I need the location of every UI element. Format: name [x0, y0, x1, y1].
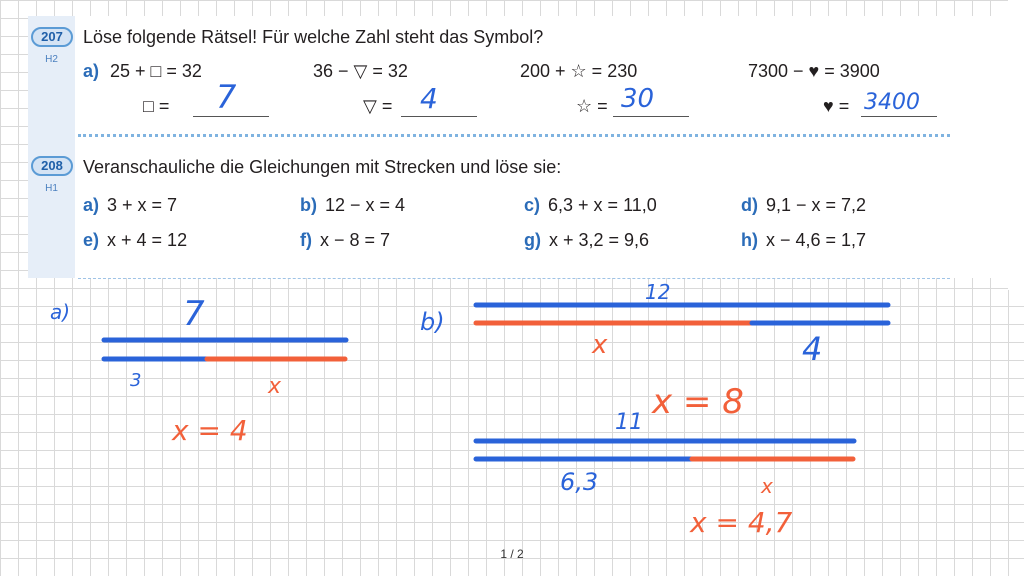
task-c: [524, 195, 657, 216]
answer-line-4: [861, 116, 937, 117]
exercise-208-instruction: Veranschauliche die Gleichungen mit Strecken und löse sie:: [83, 157, 562, 177]
answer-1: 7: [216, 78, 237, 116]
answer-3: 30: [621, 84, 655, 114]
task-f-equation: x − 8 = 7: [320, 230, 391, 250]
answer-line-2: [401, 116, 477, 117]
equation-1: 25 + □ = 32: [110, 61, 202, 81]
exercise-207-label-row: [83, 61, 107, 82]
equation-3: 200 + ☆ = 230: [520, 61, 638, 81]
task-d-equation: 9,1 − x = 7,2: [766, 195, 867, 215]
note-c-total: 11: [615, 410, 643, 435]
exercise-207-instruction: Löse folgende Rätsel! Für welche Zahl steht das Symbol?: [83, 27, 544, 47]
equation-4: 7300 − ♥ = 3900: [748, 61, 880, 81]
note-b-x: x: [592, 330, 608, 360]
task-a-label: a): [83, 195, 100, 215]
task-c-equation: 6,3 + x = 11,0: [548, 195, 657, 215]
bottom-rule: [78, 278, 950, 279]
note-a-label: a): [50, 300, 71, 324]
answer-line-3: [613, 116, 689, 117]
task-d-label: d): [741, 195, 758, 215]
note-a-x: x: [268, 374, 282, 399]
task-g: [524, 230, 649, 251]
task-h-label: h): [741, 230, 758, 250]
task-h-equation: x − 4,6 = 1,7: [766, 230, 867, 250]
equation-2: 36 − ▽ = 32: [313, 61, 408, 81]
answer-prompt-2: ▽ =: [363, 96, 393, 116]
exercise-208-badge: 208: [31, 156, 73, 176]
note-a-total: 7: [183, 294, 205, 334]
answer-prompt-4: ♥ =: [823, 96, 850, 116]
task-d: [741, 195, 866, 216]
page-edge: [1008, 0, 1024, 290]
note-c-part: 6,3: [560, 468, 599, 496]
task-f-label: f): [300, 230, 312, 250]
answer-4: 3400: [864, 90, 920, 115]
task-e-label: e): [83, 230, 100, 250]
note-c-x: x: [761, 474, 773, 498]
task-b: [300, 195, 405, 216]
note-b-total: 12: [645, 280, 671, 304]
note-b-result: x = 8: [652, 382, 744, 422]
task-g-equation: x + 3,2 = 9,6: [549, 230, 650, 250]
task-b-label: b): [300, 195, 317, 215]
note-b-label: b): [420, 308, 445, 336]
task-a: [83, 195, 177, 216]
exercise-207-level: H2: [45, 54, 58, 65]
exercise-207-badge: 207: [31, 27, 73, 47]
task-c-label: c): [524, 195, 541, 215]
note-b-part: 4: [802, 330, 823, 368]
task-e: [83, 230, 187, 251]
answer-2: 4: [420, 82, 438, 115]
task-b-equation: 12 − x = 4: [325, 195, 406, 215]
task-h: [741, 230, 866, 251]
textbook-excerpt: [28, 16, 1008, 278]
task-e-equation: x + 4 = 12: [107, 230, 188, 250]
task-g-label: g): [524, 230, 541, 250]
task-f: [300, 230, 390, 251]
answer-prompt-3: ☆ =: [576, 96, 608, 116]
answer-line-1: [193, 116, 269, 117]
page-indicator: 1 / 2: [500, 547, 524, 561]
note-a-result: x = 4: [172, 414, 248, 447]
exercise-207-label: a): [83, 61, 100, 81]
note-c-result: x = 4,7: [690, 506, 793, 539]
task-a-equation: 3 + x = 7: [107, 195, 178, 215]
exercise-divider: [78, 134, 950, 137]
note-a-part: 3: [130, 370, 142, 391]
answer-prompt-1: □ =: [143, 96, 170, 116]
exercise-208-level: H1: [45, 183, 58, 194]
